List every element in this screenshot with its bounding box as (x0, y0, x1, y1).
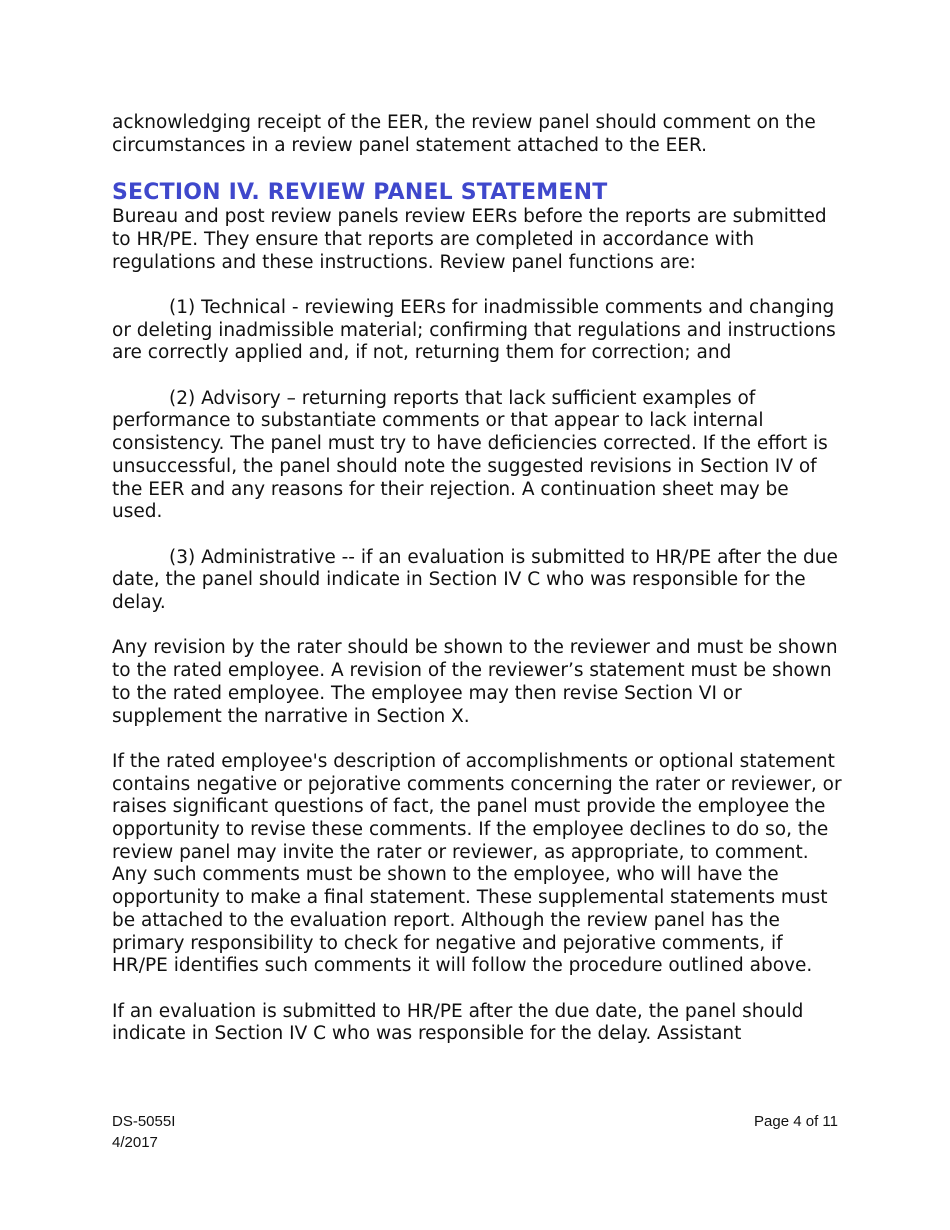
paragraph-administrative: (3) Administrative -- if an evaluation is submitted to HR/PE after the due date, the panel should indicate in Section IV C who was responsible for the delay. (112, 546, 838, 613)
intro-paragraph: acknowledging receipt of the EER, the review panel should comment on the circumstances in a review panel statement attached to the EER. (112, 112, 816, 156)
section-heading: SECTION IV. REVIEW PANEL STATEMENT (112, 180, 608, 206)
paragraph-revision: Any revision by the rater should be shown to the reviewer and must be shown to the rated employee. A revision of the reviewer’s statement must be shown to the rated employee. The employee may then revise Section VI or supplement the narrative in Section X. (112, 637, 838, 727)
footer-page-number: Page 4 of 11 (754, 1113, 838, 1130)
paragraph-negative-comments: If the rated employee's description of accomplishments or optional statement contains negative or pejorative comments concerning the rater or reviewer, or raises significant questions of fact, the panel must provide the employee the opportunity to revise these comments. If the employee declines to do so, the review panel may invite the rater or reviewer, as appropriate, to comment. Any such comments must be shown to the employee, who will have the opportunity to make a final statement. These supplemental statements must be attached to the evaluation report. Although the review panel has the primary responsibility to check for negative and pejorative comments, if HR/PE identifies such comments it will follow the procedure outlined above. (112, 750, 842, 977)
paragraph-technical: (1) Technical - reviewing EERs for inadmissible comments and changing or deleting inadmissible material; confirming that regulations and instructions are correctly applied and, if not, returning them for correction; and (112, 296, 836, 364)
footer-form-info (112, 1111, 175, 1153)
footer-form-date: 4/2017 (112, 1134, 158, 1151)
paragraph-advisory: (2) Advisory – returning reports that lack sufficient examples of performance to substantiate comments or that appear to lack internal consistency. The panel must try to have deficiencies corrected. If the effort is unsuccessful, the panel should note the suggested revisions in Section IV of the EER and any reasons for their rejection. A continuation sheet may be used. (112, 387, 828, 523)
footer-form-number: DS-5055I (112, 1113, 176, 1130)
paragraph-due-date: If an evaluation is submitted to HR/PE after the due date, the panel should indicate in Section IV C who was responsible for the delay. Assistant (112, 1000, 804, 1045)
paragraph-overview: Bureau and post review panels review EERs before the reports are submitted to HR/PE. They ensure that reports are completed in accordance with regulations and these instructions. Review panel functions are: (112, 206, 827, 273)
page-body (112, 112, 842, 1046)
